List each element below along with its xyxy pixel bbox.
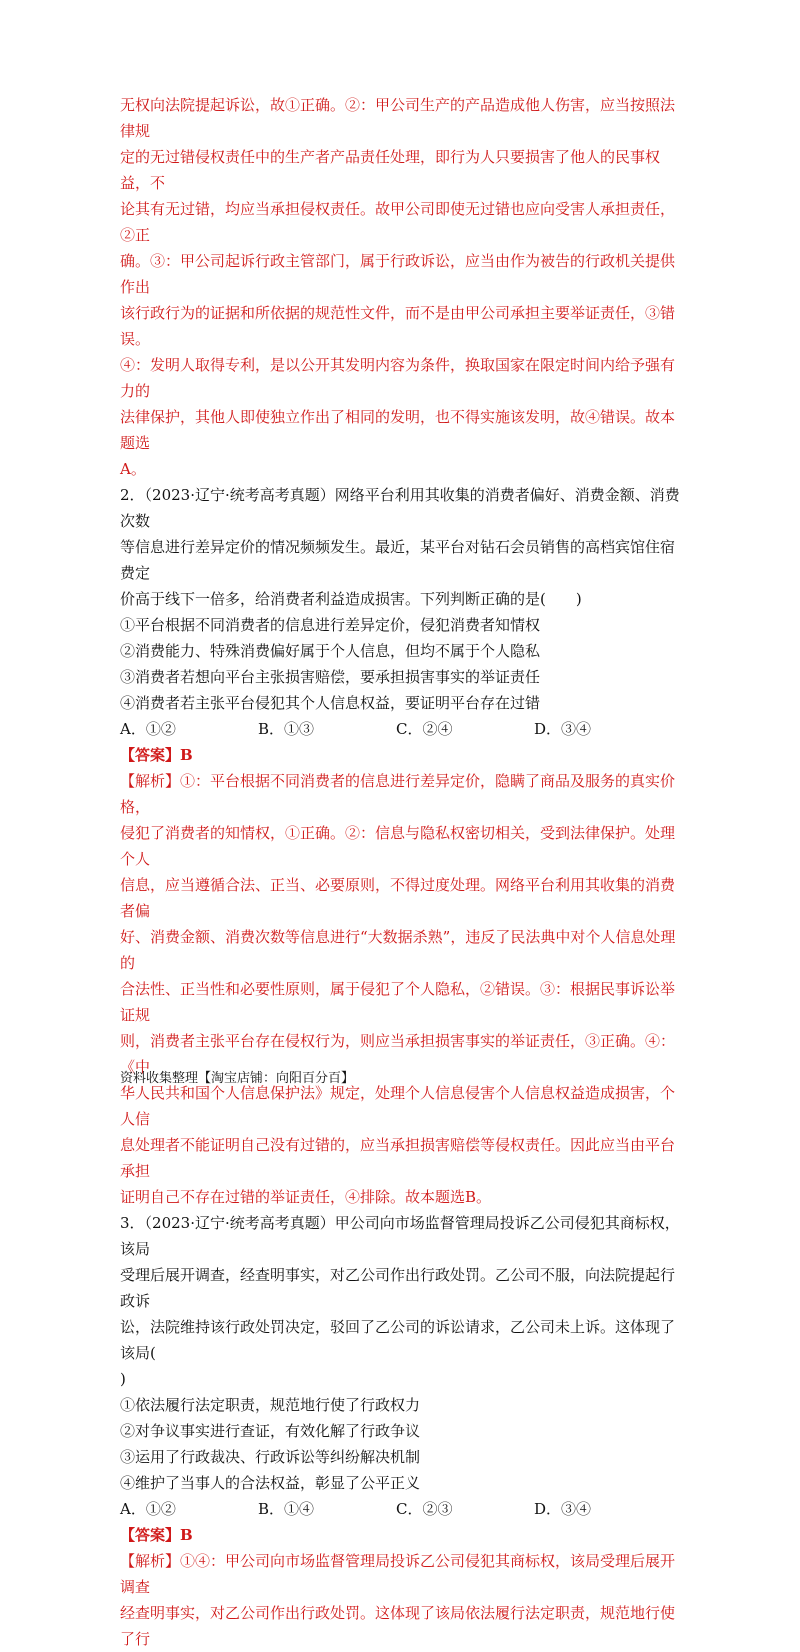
text-line: 该行政行为的证据和所依据的规范性文件，而不是由甲公司承担主要举证责任，③错误。 — [120, 304, 676, 348]
analysis-line: 华人民共和国个人信息保护法》规定，处理个人信息侵害个人信息权益造成损害，个人信 — [120, 1084, 676, 1128]
question-stem: 价高于线下一倍多，给消费者利益造成损害。下列判断正确的是( ) — [120, 590, 582, 608]
option-c: C．②④ — [396, 720, 453, 738]
analysis-line: 息处理者不能证明自己没有过错的，应当承担损害赔偿等侵权责任。因此应当由平台承担 — [120, 1136, 676, 1180]
option-d: D．③④ — [534, 720, 592, 738]
answer-key: 【答案】B — [120, 1526, 193, 1544]
analysis-line: 好、消费金额、消费次数等信息进行“大数据杀熟”，违反了民法典中对个人信息处理的 — [120, 928, 676, 972]
statement-item: ④消费者若主张平台侵犯其个人信息权益，要证明平台存在过错 — [120, 694, 541, 712]
question-stem: 2．（2023·辽宁·统考高考真题）网络平台利用其收集的消费者偏好、消费金额、消费次数 — [120, 486, 680, 530]
question-stem: 3．（2023·辽宁·统考高考真题）甲公司向市场监督管理局投诉乙公司侵犯其商标权，该局 — [120, 1214, 680, 1258]
text-line: ④：发明人取得专利，是以公开其发明内容为条件，换取国家在限定时间内给予强有力的 — [120, 356, 676, 400]
option-b: B．①③ — [258, 720, 315, 738]
statement-item: ①依法履行法定职责，规范地行使了行政权力 — [120, 1396, 421, 1414]
statement-item: ③运用了行政裁决、行政诉讼等纠纷解决机制 — [120, 1448, 421, 1466]
option-a: A．①② — [120, 1500, 176, 1518]
q1-analysis-continued — [120, 92, 685, 482]
answer-options — [120, 1496, 685, 1522]
option-c: C．②③ — [396, 1500, 453, 1518]
text-line: A。 — [120, 460, 146, 478]
statement-item: ④维护了当事人的合法权益，彰显了公平正义 — [120, 1474, 421, 1492]
page-footer: 资料收集整理【淘宝店铺：向阳百分百】 — [120, 1071, 355, 1086]
analysis-line: 经查明事实，对乙公司作出行政处罚。这体现了该局依法履行法定职责，规范地行使了行 — [120, 1604, 676, 1648]
analysis-line: 侵犯了消费者的知情权，①正确。②：信息与隐私权密切相关，受到法律保护。处理个人 — [120, 824, 676, 868]
analysis-line: 证明自己不存在过错的举证责任，④排除。故本题选B。 — [120, 1188, 492, 1206]
option-b: B．①④ — [258, 1500, 315, 1518]
analysis-line: 合法性、正当性和必要性原则，属于侵犯了个人隐私，②错误。③：根据民事诉讼举证规 — [120, 980, 676, 1024]
question-stem: ) — [120, 1370, 126, 1388]
question-2 — [120, 482, 685, 1210]
analysis-line: 则，消费者主张平台存在侵权行为，则应当承担损害事实的举证责任，③正确。④：《中 — [120, 1032, 676, 1076]
text-line: 无权向法院提起诉讼，故①正确。②：甲公司生产的产品造成他人伤害，应当按照法律规 — [120, 96, 676, 140]
question-stem: 讼，法院维持该行政处罚决定，驳回了乙公司的诉讼请求，乙公司未上诉。这体现了该局( — [120, 1318, 676, 1362]
statement-item: ③消费者若想向平台主张损害赔偿，要承担损害事实的举证责任 — [120, 668, 541, 686]
text-line: 确。③：甲公司起诉行政主管部门，属于行政诉讼，应当由作为被告的行政机关提供作出 — [120, 252, 676, 296]
analysis-line: 【解析】①④：甲公司向市场监督管理局投诉乙公司侵犯其商标权，该局受理后展开调查 — [120, 1552, 676, 1596]
answer-options — [120, 716, 685, 742]
text-line: 法律保护，其他人即使独立作出了相同的发明，也不得实施该发明，故④错误。故本题选 — [120, 408, 676, 452]
text-line: 定的无过错侵权责任中的生产者产品责任处理，即行为人只要损害了他人的民事权益，不 — [120, 148, 661, 192]
statement-item: ①平台根据不同消费者的信息进行差异定价，侵犯消费者知情权 — [120, 616, 541, 634]
option-a: A．①② — [120, 720, 176, 738]
document-page — [120, 92, 685, 1652]
statement-item: ②对争议事实进行查证，有效化解了行政争议 — [120, 1422, 421, 1440]
answer-key: 【答案】B — [120, 746, 193, 764]
analysis-line: 信息，应当遵循合法、正当、必要原则，不得过度处理。网络平台利用其收集的消费者偏 — [120, 876, 676, 920]
statement-item: ②消费能力、特殊消费偏好属于个人信息，但均不属于个人隐私 — [120, 642, 541, 660]
text-line: 论其有无过错，均应当承担侵权责任。故甲公司即使无过错也应向受害人承担责任，②正 — [120, 200, 676, 244]
question-stem: 受理后展开调查，经查明事实，对乙公司作出行政处罚。乙公司不服，向法院提起行政诉 — [120, 1266, 676, 1310]
question-stem: 等信息进行差异定价的情况频频发生。最近，某平台对钻石会员销售的高档宾馆住宿费定 — [120, 538, 676, 582]
option-d: D．③④ — [534, 1500, 592, 1518]
analysis-line: 【解析】①：平台根据不同消费者的信息进行差异定价，隐瞒了商品及服务的真实价格， — [120, 772, 676, 816]
question-3 — [120, 1210, 685, 1652]
